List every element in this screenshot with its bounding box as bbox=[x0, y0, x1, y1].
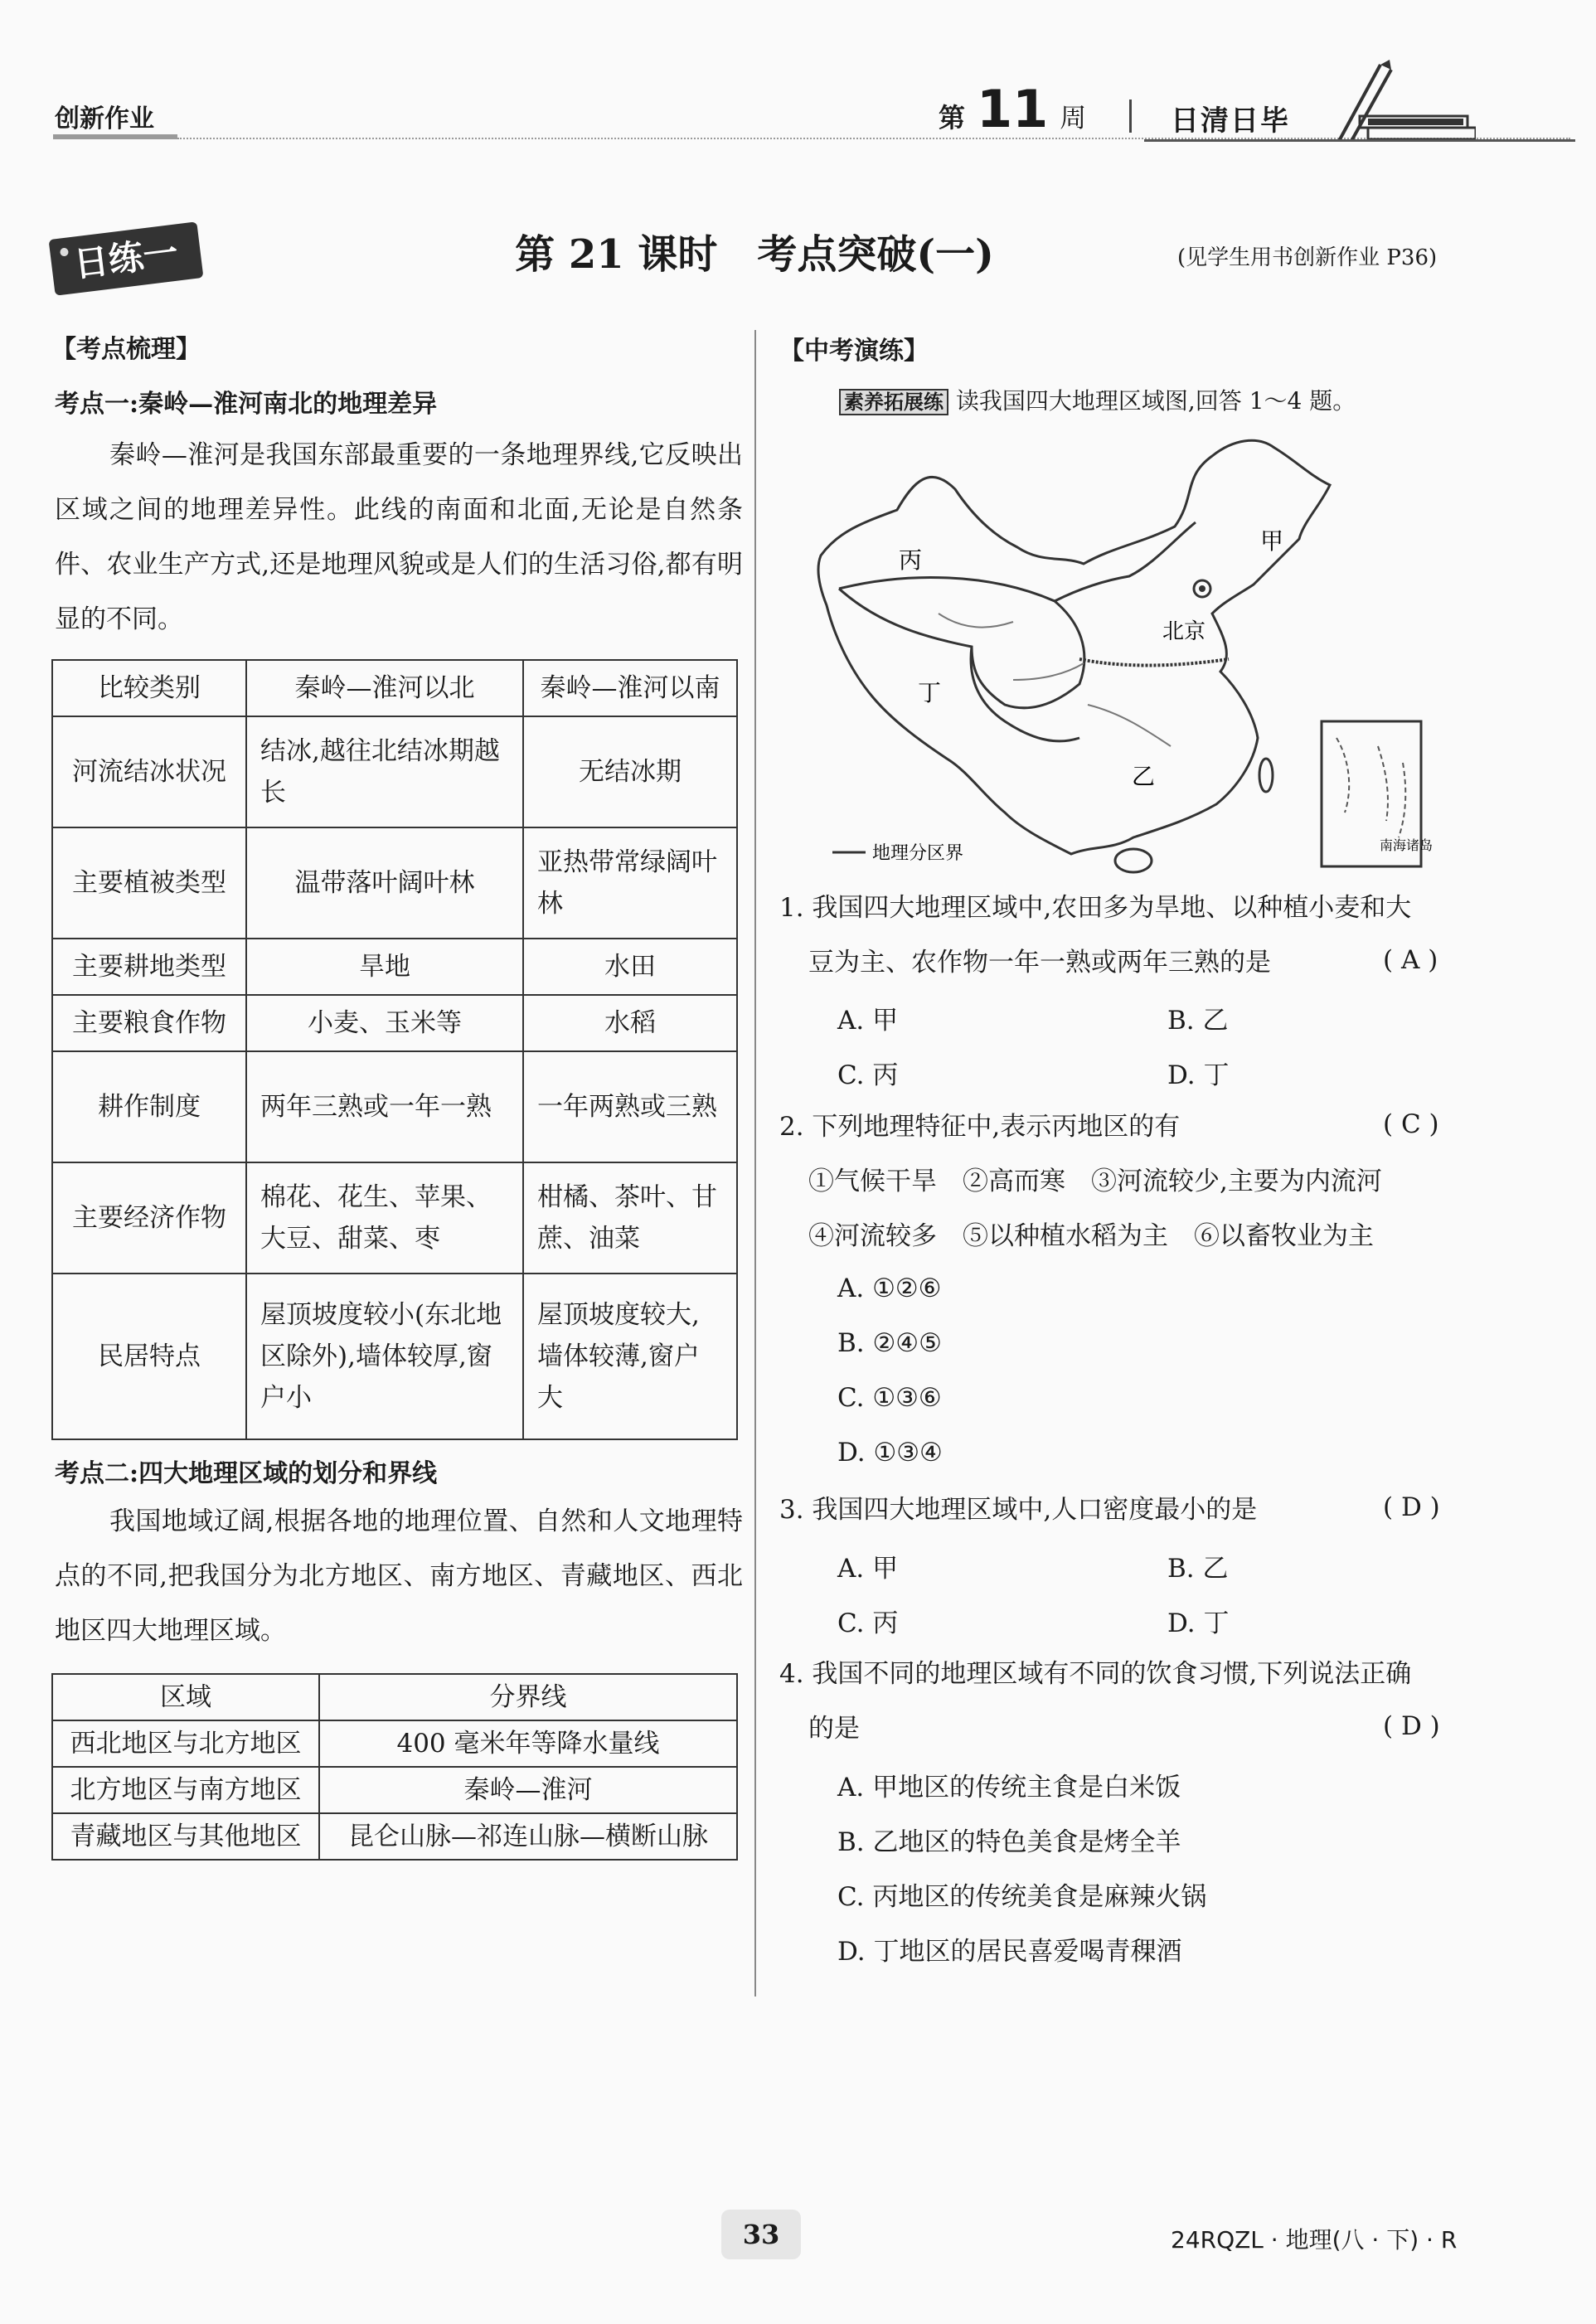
table-cell: 民居特点 bbox=[52, 1274, 246, 1439]
table-header-cell: 区域 bbox=[52, 1674, 319, 1720]
week-indicator bbox=[939, 79, 1086, 139]
north-south-table bbox=[51, 659, 738, 1440]
table-row bbox=[52, 1720, 737, 1767]
brand-label: 日清日毕 bbox=[1171, 104, 1290, 138]
header-separator bbox=[1129, 99, 1132, 133]
daily-practice-badge: 日练一 bbox=[49, 221, 204, 295]
legend-label: 地理分区界 bbox=[872, 843, 964, 864]
table-cell: 北方地区与南方地区 bbox=[52, 1767, 319, 1813]
region-label-yi: 乙 bbox=[1132, 763, 1156, 790]
q2-features-line2: ④河流较多 ⑤以种植水稻为主 ⑥以畜牧业为主 bbox=[808, 1221, 1374, 1251]
table-cell: 结冰,越往北结冰期越长 bbox=[246, 716, 523, 827]
table-cell: 两年三熟或一年一熟 bbox=[246, 1051, 523, 1162]
q3-option-b: B. 乙 bbox=[1167, 1554, 1229, 1584]
table-header-row bbox=[52, 660, 737, 716]
table-row bbox=[52, 716, 737, 827]
table-cell: 主要耕地类型 bbox=[52, 939, 246, 995]
point2-paragraph: 我国地域辽阔,根据各地的地理位置、自然和人文地理特点的不同,把我国分为北方地区、南方地区、青藏地区、西北地区四大地理区域。 bbox=[55, 1506, 743, 1646]
table-cell: 秦岭—淮河 bbox=[319, 1767, 737, 1813]
q4-answer: ( D ) bbox=[1383, 1711, 1440, 1741]
q1-option-a: A. 甲 bbox=[837, 1006, 899, 1036]
book-code: 24RQZL · 地理(八 · 下) · R bbox=[1171, 2226, 1458, 2254]
intro-text: 读我国四大地理区域图,回答 1～4 题。 bbox=[955, 387, 1356, 415]
week-prefix: 第 bbox=[939, 102, 966, 133]
table-header-cell: 分界线 bbox=[319, 1674, 737, 1720]
inset-label: 南海诸岛 bbox=[1380, 837, 1433, 853]
q2-stem: 2. 下列地理特征中,表示丙地区的有 bbox=[779, 1112, 1181, 1142]
q1-option-b: B. 乙 bbox=[1167, 1006, 1229, 1036]
table-cell: 屋顶坡度较小(东北地区除外),墙体较厚,窗户小 bbox=[246, 1274, 523, 1439]
right-section-heading: 【中考演练】 bbox=[779, 337, 929, 366]
q1-option-c: C. 丙 bbox=[837, 1060, 899, 1090]
table-cell: 河流结冰状况 bbox=[52, 716, 246, 827]
table-cell: 无结冰期 bbox=[523, 716, 737, 827]
q2-option-b: B. ②④⑤ bbox=[837, 1328, 942, 1358]
table-cell: 温带落叶阔叶林 bbox=[246, 827, 523, 939]
q3-answer: ( D ) bbox=[1383, 1492, 1440, 1522]
table-cell: 青藏地区与其他地区 bbox=[52, 1813, 319, 1860]
table-cell: 主要植被类型 bbox=[52, 827, 246, 939]
table-row bbox=[52, 827, 737, 939]
header-rule-right bbox=[1144, 139, 1575, 142]
table-header-cell: 秦岭—淮河以南 bbox=[523, 660, 737, 716]
table-row bbox=[52, 1767, 737, 1813]
q1-stem-line2: 豆为主、农作物一年一熟或两年三熟的是 bbox=[808, 948, 1271, 978]
table-cell: 西北地区与北方地区 bbox=[52, 1720, 319, 1767]
table-row bbox=[52, 995, 737, 1051]
table-header-row bbox=[52, 1674, 737, 1720]
table-row bbox=[52, 1051, 737, 1162]
page-number: 33 bbox=[721, 2210, 801, 2259]
table-row bbox=[52, 1274, 737, 1439]
region-label-bing: 丙 bbox=[899, 546, 923, 574]
table-cell: 耕作制度 bbox=[52, 1051, 246, 1162]
q4-option-c: C. 丙地区的传统美食是麻辣火锅 bbox=[837, 1882, 1207, 1912]
table-cell: 水稻 bbox=[523, 995, 737, 1051]
table-cell: 水田 bbox=[523, 939, 737, 995]
week-number: 11 bbox=[977, 79, 1049, 139]
table-cell: 棉花、花生、苹果、大豆、甜菜、枣 bbox=[246, 1162, 523, 1274]
q1-stem-line1: 1. 我国四大地理区域中,农田多为旱地、以种植小麦和大 bbox=[779, 893, 1412, 923]
header-left-label: 创新作业 bbox=[55, 104, 154, 133]
q4-option-a: A. 甲地区的传统主食是白米饭 bbox=[837, 1773, 1181, 1802]
region-boundary-table bbox=[51, 1673, 738, 1861]
table-header-cell: 比较类别 bbox=[52, 660, 246, 716]
lesson-reference: (见学生用书创新作业 P36) bbox=[1177, 245, 1438, 270]
left-section-heading: 【考点梳理】 bbox=[51, 335, 201, 364]
q4-option-d: D. 丁地区的居民喜爱喝青稞酒 bbox=[837, 1937, 1182, 1967]
week-suffix: 周 bbox=[1060, 102, 1087, 133]
lesson-title: 第 21 课时 考点突破(一) bbox=[515, 231, 994, 278]
q4-stem-line2: 的是 bbox=[808, 1714, 860, 1744]
column-divider bbox=[754, 330, 756, 1997]
q3-option-d: D. 丁 bbox=[1167, 1608, 1230, 1638]
q2-option-c: C. ①③⑥ bbox=[837, 1383, 942, 1413]
china-region-map bbox=[806, 431, 1453, 899]
table-cell: 主要粮食作物 bbox=[52, 995, 246, 1051]
table-cell: 旱地 bbox=[246, 939, 523, 995]
table-row bbox=[52, 1813, 737, 1860]
region-label-ding: 丁 bbox=[918, 679, 942, 706]
table-header-cell: 秦岭—淮河以北 bbox=[246, 660, 523, 716]
beijing-label: 北京 bbox=[1162, 619, 1206, 644]
qinling-huaihe-boundary bbox=[1079, 659, 1229, 666]
table-cell: 亚热带常绿阔叶林 bbox=[523, 827, 737, 939]
q3-option-a: A. 甲 bbox=[837, 1554, 899, 1584]
q4-option-b: B. 乙地区的特色美食是烤全羊 bbox=[837, 1827, 1181, 1857]
table-cell: 一年两熟或三熟 bbox=[523, 1051, 737, 1162]
pencil-books-icon bbox=[1335, 58, 1476, 153]
q1-option-d: D. 丁 bbox=[1167, 1060, 1230, 1090]
point1-paragraph: 秦岭—淮河是我国东部最重要的一条地理界线,它反映出区域之间的地理差异性。此线的南面和北面,无论是自然条件、农业生产方式,还是地理风貌或是人们的生活习俗,都有明显的不同。 bbox=[55, 440, 743, 634]
table-cell: 柑橘、茶叶、甘蔗、油菜 bbox=[523, 1162, 737, 1274]
literacy-tag: 素养拓展练 bbox=[839, 389, 948, 415]
header-underline bbox=[53, 134, 177, 139]
tibet-boundary bbox=[971, 647, 1079, 741]
table-row bbox=[52, 1162, 737, 1274]
q2-option-a: A. ①②⑥ bbox=[837, 1274, 942, 1303]
table-row bbox=[52, 939, 737, 995]
northwest-boundary bbox=[839, 577, 1084, 707]
practice-intro bbox=[839, 383, 1356, 416]
table-cell: 小麦、玉米等 bbox=[246, 995, 523, 1051]
q2-features-line1: ①气候干旱 ②高而寒 ③河流较少,主要为内流河 bbox=[808, 1167, 1382, 1196]
q3-option-c: C. 丙 bbox=[837, 1608, 899, 1638]
table-cell: 屋顶坡度较大,墙体较薄,窗户大 bbox=[523, 1274, 737, 1439]
table-cell: 昆仑山脉—祁连山脉—横断山脉 bbox=[319, 1813, 737, 1860]
q1-answer: ( A ) bbox=[1383, 945, 1438, 975]
region-label-jia: 甲 bbox=[1260, 527, 1284, 555]
point1-heading: 考点一:秦岭—淮河南北的地理差异 bbox=[55, 390, 438, 419]
point2-heading: 考点二:四大地理区域的划分和界线 bbox=[55, 1459, 438, 1488]
country-outline bbox=[818, 440, 1330, 854]
q4-stem-line1: 4. 我国不同的地理区域有不同的饮食习惯,下列说法正确 bbox=[779, 1659, 1412, 1689]
q3-stem: 3. 我国四大地理区域中,人口密度最小的是 bbox=[779, 1495, 1258, 1525]
q2-option-d: D. ①③④ bbox=[837, 1438, 943, 1468]
table-cell: 400 毫米年等降水量线 bbox=[319, 1720, 737, 1767]
table-cell: 主要经济作物 bbox=[52, 1162, 246, 1274]
q2-answer: ( C ) bbox=[1383, 1109, 1439, 1139]
